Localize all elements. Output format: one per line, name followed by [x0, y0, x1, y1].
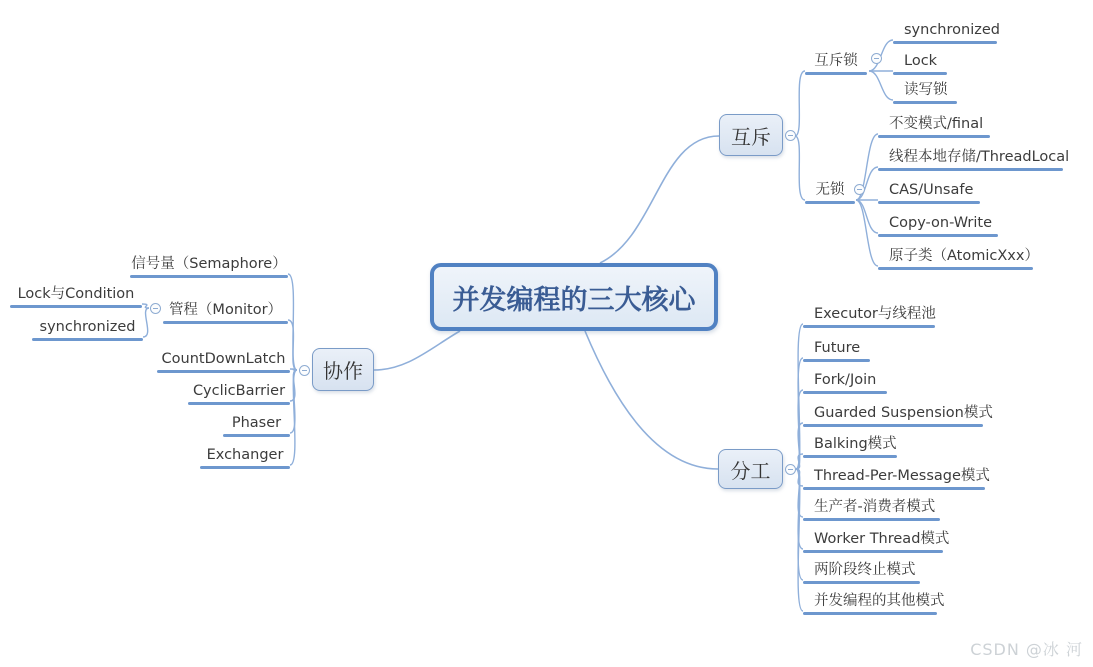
topic-label: 两阶段终止模式	[814, 562, 916, 578]
topic-label: 原子类（AtomicXxx）	[889, 248, 1039, 264]
topic-underline	[878, 201, 980, 205]
topic-underline	[803, 359, 870, 363]
topic[interactable]	[803, 368, 887, 394]
collapse-icon[interactable]	[299, 365, 310, 376]
topic[interactable]	[200, 443, 290, 469]
central-topic-label: 并发编程的三大核心	[452, 284, 696, 316]
topic-underline	[878, 135, 990, 139]
topic-underline	[803, 550, 943, 554]
collapse-icon[interactable]	[785, 464, 796, 475]
topic-label: Executor与线程池	[814, 306, 936, 322]
topic-underline	[10, 305, 142, 309]
topic-label: 读写锁	[904, 82, 948, 98]
topic-underline	[803, 581, 920, 585]
topic-underline	[878, 168, 1063, 172]
topic-underline	[32, 338, 143, 342]
branch-curve	[142, 304, 149, 308]
topic-label: Fork/Join	[814, 372, 877, 388]
collapse-icon[interactable]	[785, 130, 796, 141]
topic-underline	[878, 267, 1033, 271]
main-topic-cooperation[interactable]	[312, 348, 374, 391]
topic[interactable]	[893, 49, 947, 75]
branch-curve	[600, 136, 719, 263]
branch-curve	[290, 370, 297, 465]
branch-curve	[374, 331, 460, 370]
topic[interactable]	[803, 495, 940, 521]
central-topic[interactable]	[430, 263, 718, 331]
topic-underline	[805, 201, 855, 205]
main-topic-division[interactable]	[718, 449, 783, 489]
topic[interactable]	[803, 336, 870, 362]
main-topic-label: 协作	[323, 359, 363, 383]
collapse-icon[interactable]	[150, 303, 161, 314]
topic-underline	[803, 424, 983, 428]
topic-underline	[188, 402, 290, 406]
topic-label: Thread-Per-Message模式	[814, 468, 990, 484]
topic-label: synchronized	[904, 22, 1000, 38]
topic-label: Copy-on-Write	[889, 215, 993, 231]
topic[interactable]	[803, 589, 945, 615]
topic-underline	[200, 466, 290, 470]
topic-underline	[163, 321, 288, 325]
branch-curve	[856, 200, 878, 266]
topic-underline	[805, 72, 867, 76]
topic[interactable]	[878, 145, 1070, 171]
topic-label: 并发编程的其他模式	[814, 593, 945, 609]
topic[interactable]	[157, 347, 290, 373]
topic[interactable]	[805, 49, 867, 75]
topic[interactable]	[878, 112, 990, 138]
topic[interactable]	[893, 78, 957, 104]
topic-label: 管程（Monitor）	[168, 302, 283, 318]
branch-curve	[143, 308, 149, 337]
topic-label: 不变模式/final	[889, 116, 984, 132]
topic-underline	[893, 72, 947, 76]
topic-underline	[893, 41, 997, 45]
topic-label: 互斥锁	[814, 53, 858, 69]
main-topic-label: 互斥	[731, 124, 771, 149]
topic[interactable]	[163, 298, 288, 324]
main-topic-mutex[interactable]	[719, 114, 783, 156]
topic[interactable]	[878, 178, 980, 204]
branch-curve	[795, 136, 805, 200]
topic-underline	[803, 518, 940, 522]
topic[interactable]	[893, 18, 1000, 44]
topic[interactable]	[803, 302, 935, 328]
topic[interactable]	[878, 211, 998, 237]
topic-underline	[893, 101, 957, 105]
topic-underline	[803, 325, 935, 329]
topic[interactable]	[878, 244, 1039, 270]
branch-curve	[796, 469, 803, 611]
topic-underline	[803, 487, 985, 491]
branch-curve	[869, 71, 893, 100]
topic-label: CountDownLatch	[161, 351, 286, 367]
topic-underline	[130, 275, 288, 279]
watermark: CSDN @冰 河	[970, 640, 1083, 659]
topic-label: Balking模式	[814, 436, 897, 452]
topic[interactable]	[188, 379, 290, 405]
topic[interactable]	[803, 432, 897, 458]
topic-underline	[803, 455, 897, 459]
topic-label: 信号量（Semaphore）	[131, 256, 287, 272]
branch-curve	[856, 200, 878, 233]
topic[interactable]	[803, 401, 993, 427]
topic[interactable]	[803, 527, 950, 553]
topic-label: 无锁	[815, 182, 845, 198]
main-topic-label: 分工	[730, 458, 771, 483]
topic-underline	[803, 612, 937, 616]
topic-label: Future	[814, 340, 861, 356]
topic[interactable]	[223, 411, 290, 437]
topic[interactable]	[32, 315, 143, 341]
branch-curve	[795, 71, 805, 136]
topic-underline	[157, 370, 290, 374]
topic-label: 生产者-消费者模式	[814, 499, 936, 515]
topic-label: CAS/Unsafe	[889, 182, 974, 198]
topic[interactable]	[130, 252, 288, 278]
topic[interactable]	[805, 178, 855, 204]
topic-label: Guarded Suspension模式	[814, 405, 993, 421]
topic-label: CyclicBarrier	[192, 383, 286, 399]
collapse-icon[interactable]	[854, 184, 865, 195]
topic-label: 线程本地存储/ThreadLocal	[889, 149, 1070, 165]
topic-label: Phaser	[231, 415, 282, 431]
topic[interactable]	[10, 282, 142, 308]
topic-label: Lock与Condition	[17, 286, 135, 302]
topic-underline	[803, 391, 887, 395]
topic[interactable]	[803, 558, 920, 584]
topic-underline	[878, 234, 998, 238]
topic-underline	[223, 434, 290, 438]
topic-label: Exchanger	[206, 447, 284, 463]
branch-curve	[585, 331, 718, 469]
topic-label: synchronized	[39, 319, 136, 335]
collapse-icon[interactable]	[871, 53, 882, 64]
topic-label: Lock	[904, 53, 938, 69]
topic[interactable]	[803, 464, 990, 490]
topic-label: Worker Thread模式	[814, 531, 950, 547]
